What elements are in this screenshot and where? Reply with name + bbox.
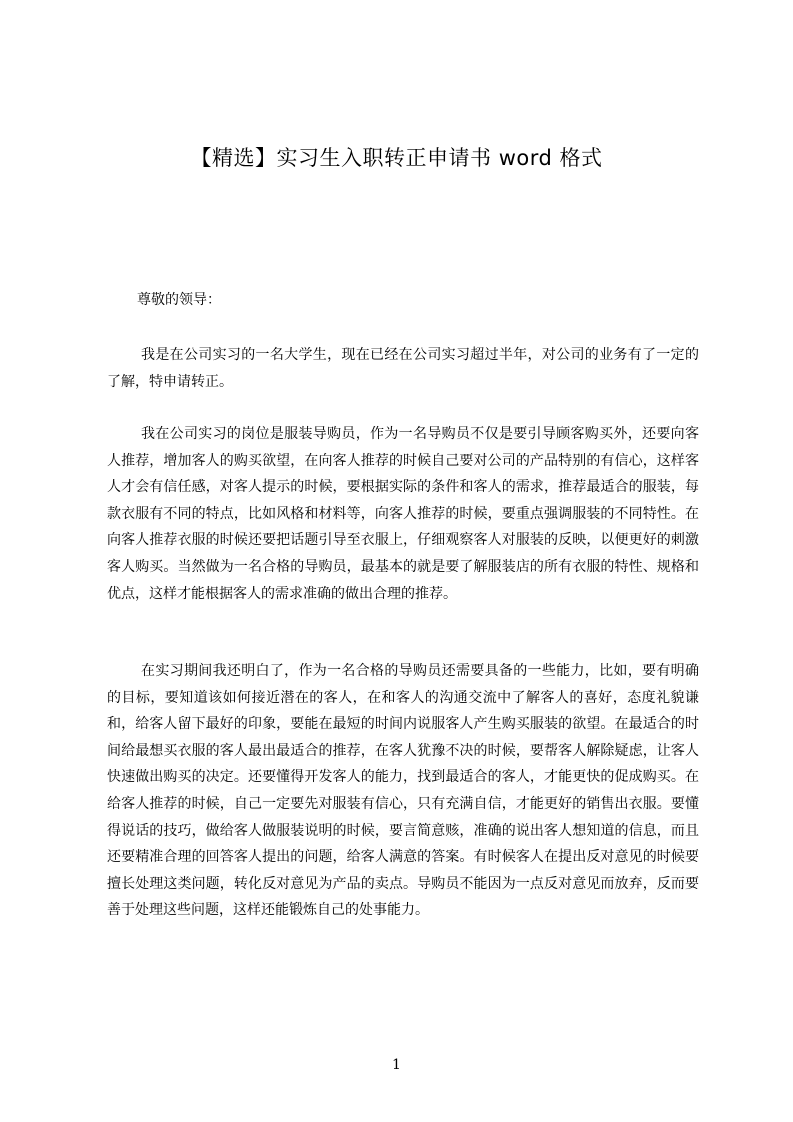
salutation: 尊敬的领导： [137,292,221,308]
body-paragraph: 我在公司实习的岗位是服装导购员，作为一名导购员不仅是要引导顾客购买外，还要向客人推荐，增加客人的购买欲望，在向客人推荐的时候自己要对公司的产品特别的有信心，这样客人才会有信任感，对客人提示的时候，要根据实际的条件和客人的需求，推荐最适合的服装，每款衣服有不同的特点，比如风格和材料等，向客人推荐的时候，要重点强调服装的不同特性。在向客人推荐衣服的时候还要把话题引导至衣服上，仔细观察客人对服装的反映，以便更好的刺激客人购买。当然做为一名合格的导购员，最基本的就是要了解服装店的所有衣服的特性、规格和优点，这样才能根据客人的需求准确的做出合理的推荐。 [107,426,699,602]
body-paragraph: 在实习期间我还明白了，作为一名合格的导购员还需要具备的一些能力，比如，要有明确的目标，要知道该如何接近潜在的客人，在和客人的沟通交流中了解客人的喜好，态度礼貌谦和，给客人留下最好的印象，要能在最短的时间内说服客人产生购买服装的欲望。在最适合的时间给最想买衣服的客人最出最适合的推荐，在客人犹豫不决的时候，要帮客人解除疑虑，让客人快速做出购买的决定。还要懂得开发客人的能力，找到最适合的客人，才能更快的促成购买。在给客人推荐的时候，自己一定要先对服装有信心，只有充满自信，才能更好的销售出衣服。要懂得说话的技巧，做给客人做服装说明的时候，要言简意赅，准确的说出客人想知道的信息，而且还要精准合理的回答客人提出的问题，给客人满意的答案。有时候客人在提出反对意见的时候要擅长处理这类问题，转化反对意见为产品的卖点。导购员不能因为一点反对意见而放弃，反而要善于处理这些问题，这样还能锻炼自己的处事能力。 [107,663,699,919]
page-number: 1 [392,1057,401,1073]
page-title: 【精选】实习生入职转正申请书 word 格式 [190,146,603,170]
body-paragraph: 我是在公司实习的一名大学生，现在已经在公司实习超过半年，对公司的业务有了一定的了解，特申请转正。 [107,347,699,390]
